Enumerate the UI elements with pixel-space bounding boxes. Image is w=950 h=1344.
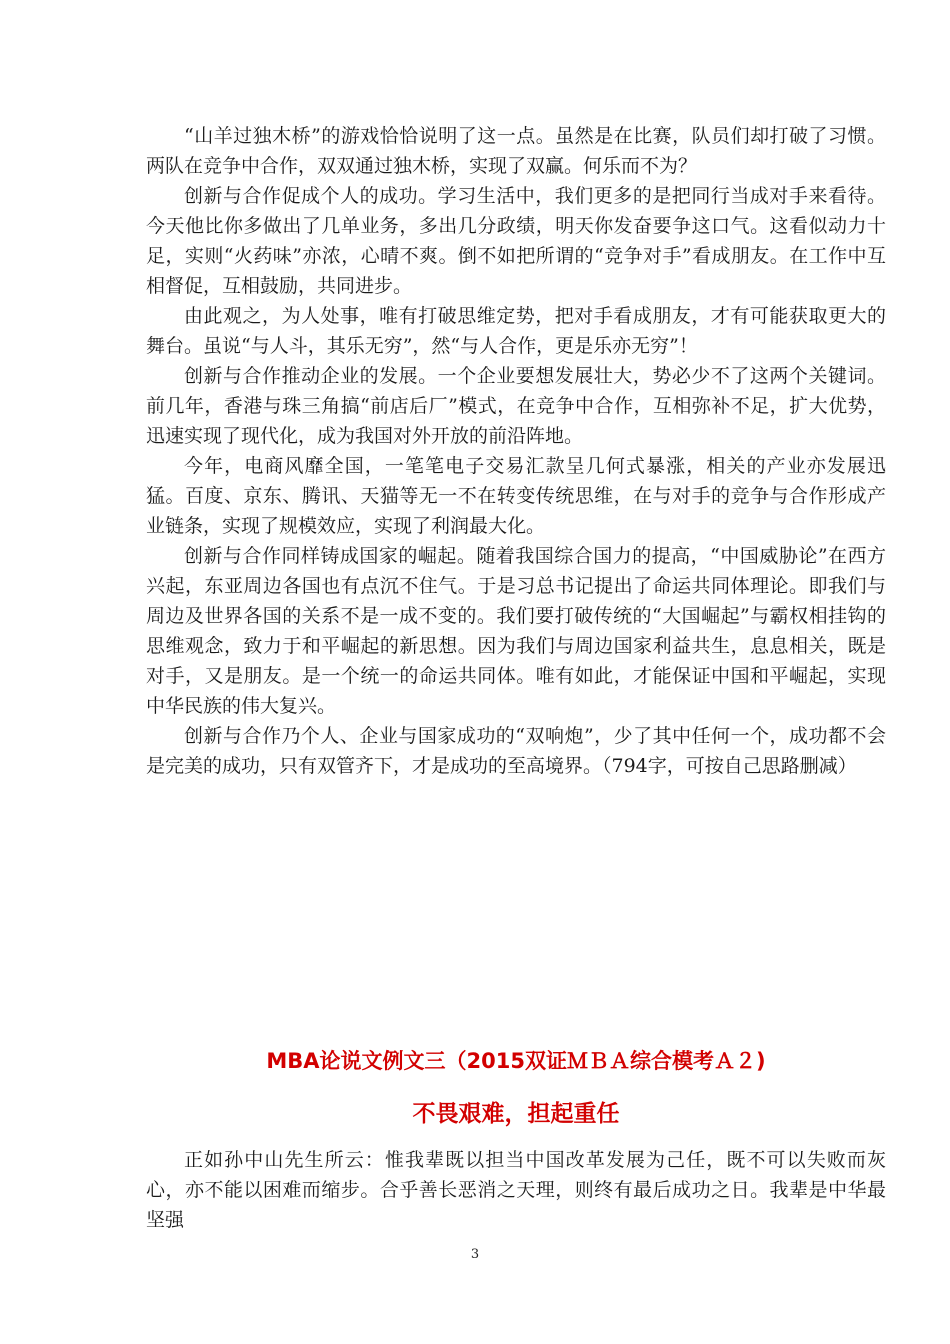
page-number: 3 (470, 1247, 480, 1262)
section-heading: MBA论说文例文三（2015双证ＭＢＡ综合模考Ａ２) (266, 1049, 766, 1073)
paragraph: 创新与合作推动企业的发展。一个企业要想发展壮大，势必少不了这两个关键词。前几年，香港与珠三角搞“前店后厂”模式，在竞争中合作，互相弥补不足，扩大优势，迅速实现了现代化，成为我国对外开放的前沿阵地。 (146, 365, 886, 447)
paragraph: 今年，电商风靡全国，一笔笔电子交易汇款呈几何式暴涨，相关的产业亦发展迅猛。百度、京东、腾讯、天猫等无一不在转变传统思维，在与对手的竞争与合作形成产业链条，实现了规模效应，实现了利润最大化。 (146, 455, 886, 537)
paragraph: 创新与合作同样铸成国家的崛起。随着我国综合国力的提高，“中国威胁论”在西方兴起，东亚周边各国也有点沉不住气。于是习总书记提出了命运共同体理论。即我们与周边及世界各国的关系不是一成不变的。我们要打破传统的“大国崛起”与霸权相挂钩的思维观念，致力于和平崛起的新思想。因为我们与周边国家利益共生，息息相关，既是对手，又是朋友。是一个统一的命运共同体。唯有如此，才能保证中国和平崛起，实现中华民族的伟大复兴。 (146, 545, 886, 717)
paragraph: 由此观之，为人处事，唯有打破思维定势，把对手看成朋友，才有可能获取更大的舞台。虽说“与人斗，其乐无穷”，然“与人合作，更是乐亦无穷”！ (146, 305, 886, 357)
paragraph: 创新与合作促成个人的成功。学习生活中，我们更多的是把同行当成对手来看待。今天他比你多做出了几单业务，多出几分政绩，明天你发奋要争这口气。这看似动力十足，实则“火药味”亦浓，心晴不爽。倒不如把所谓的“竞争对手”看成朋友。在工作中互相督促，互相鼓励，共同进步。 (146, 185, 886, 297)
paragraph: “山羊过独木桥”的游戏恰恰说明了这一点。虽然是在比赛，队员们却打破了习惯。两队在竞争中合作，双双通过独木桥，实现了双赢。何乐而不为？ (146, 125, 886, 177)
essay-three-body (146, 1145, 886, 1235)
paragraph: 创新与合作乃个人、企业与国家成功的“双响炮”，少了其中任何一个，成功都不会是完美的成功，只有双管齐下，才是成功的至高境界。（794字，可按自己思路删减） (146, 725, 886, 777)
essay-title: 不畏艰难，担起重任 (412, 1101, 620, 1127)
paragraph: 正如孙中山先生所云：惟我辈既以担当中国改革发展为己任，既不可以失败而灰心，亦不能以困难而缩步。合乎善长恶消之天理，则终有最后成功之日。我辈是中华最坚强 (146, 1149, 886, 1231)
essay-one-body (146, 121, 886, 781)
